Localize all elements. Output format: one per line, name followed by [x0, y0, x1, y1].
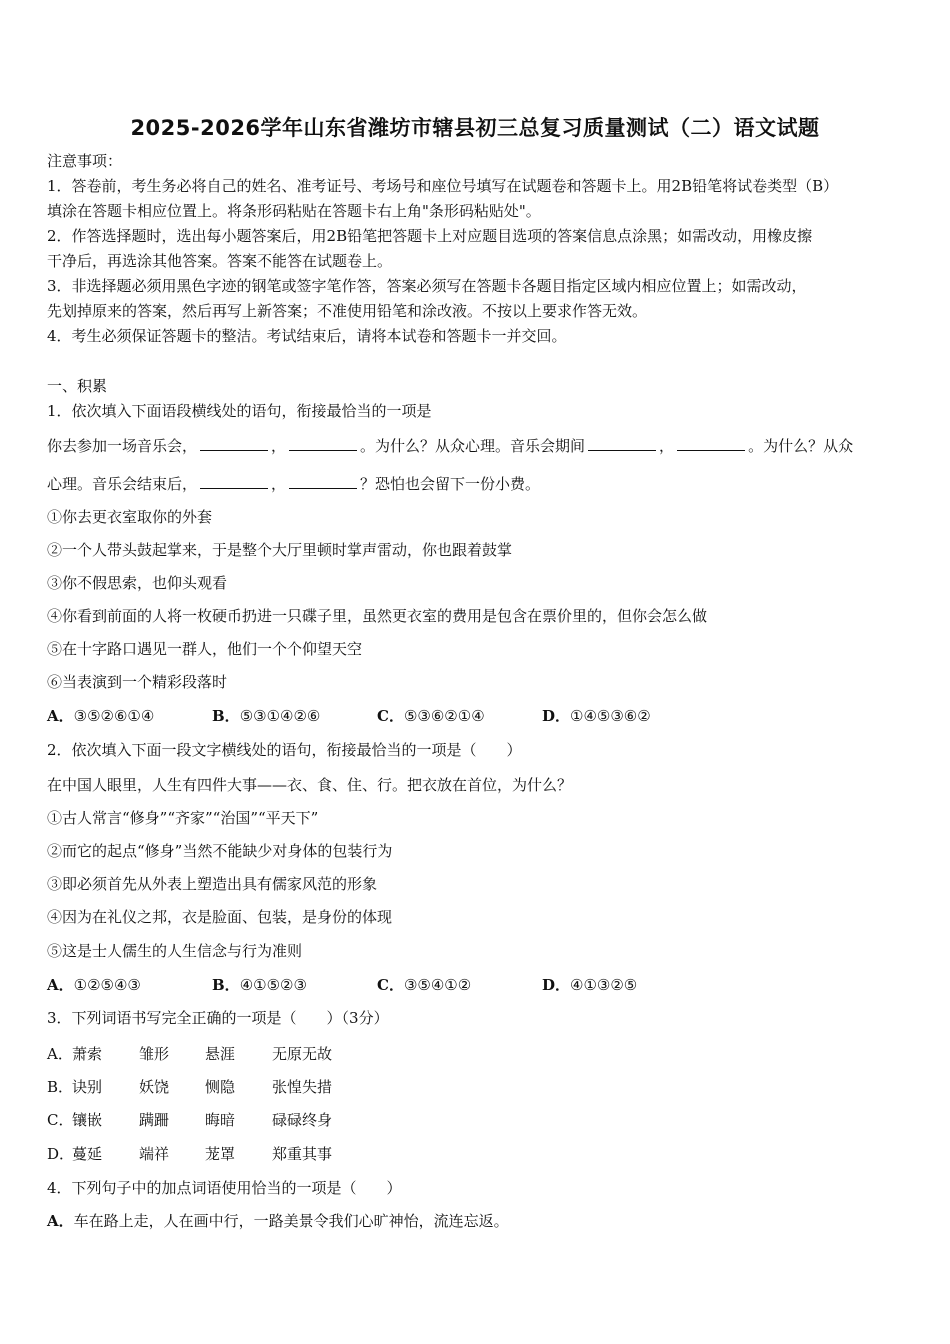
word: 诀别	[72, 1078, 103, 1096]
option-c[interactable]: C．③⑤④①②	[377, 976, 472, 994]
word: 恻隐	[205, 1078, 236, 1096]
q4-stem: 4．下列句子中的加点词语使用恰当的一项是（ ）	[47, 1179, 402, 1197]
word: 茏罩	[205, 1145, 236, 1163]
option-b[interactable]: B．④①⑤②③	[212, 976, 307, 994]
q2-item: ③即必须首先从外表上塑造出具有儒家风范的形象	[47, 875, 378, 893]
notes-line: 1．答卷前，考生务必将自己的姓名、准考证号、考场号和座位号填写在试题卷和答题卡上。用2B铅笔将试卷类型（B）	[47, 177, 839, 195]
q1-item: ⑤在十字路口遇见一群人，他们一个个仰望天空	[47, 640, 363, 658]
word: 无原无故	[272, 1045, 333, 1063]
option-b[interactable]: B．⑤③①④②⑥	[212, 707, 321, 725]
q1-paragraph-line-1: 你去参加一场音乐会， ， 。为什么？从众心理。音乐会期间 ， 。为什么？从众	[47, 437, 854, 455]
option-letter: B．	[47, 1078, 74, 1096]
notes-line: 3．非选择题必须用黑色字迹的钢笔或签字笔作答，答案必须写在答题卡各题目指定区域内相应位置上；如需改动，	[47, 277, 807, 295]
word: 妖饶	[139, 1078, 170, 1096]
fill-blank	[200, 436, 268, 451]
option-letter: A．	[47, 1212, 74, 1230]
q2-stem: 2．依次填入下面一段文字横线处的语句，衔接最恰当的一项是（ ）	[47, 741, 522, 759]
q2-item: ②而它的起点“修身”当然不能缺少对身体的包装行为	[47, 842, 393, 860]
q4-option-a[interactable]	[47, 1211, 509, 1231]
q1-stem: 1．依次填入下面语段横线处的语句，衔接最恰当的一项是	[47, 402, 432, 420]
q2-intro: 在中国人眼里，人生有四件大事——衣、食、住、行。把衣放在首位，为什么？	[47, 776, 573, 794]
notes-line: 填涂在答题卡相应位置上。将条形码粘贴在答题卡右上角"条形码粘贴处"。	[47, 202, 541, 220]
q2-item: ④因为在礼仪之邦，衣是脸面、包装，是身份的体现	[47, 908, 393, 926]
notes-line: 先划掉原来的答案，然后再写上新答案；不准使用铅笔和涂改液。不按以上要求作答无效。	[47, 302, 648, 320]
q3-stem: 3．下列词语书写完全正确的一项是（ ）（3分）	[47, 1009, 389, 1027]
option-text: 车在路上走，人在画中行，一路美景令我们心旷神怡，流连忘返。	[73, 1212, 509, 1230]
word: 晦暗	[205, 1111, 236, 1129]
q1-item: ①你去更衣室取你的外套	[47, 508, 213, 526]
page-title: 2025-2026学年山东省潍坊市辖县初三总复习质量测试（二）语文试题	[130, 116, 820, 140]
word: 端祥	[139, 1145, 170, 1163]
notes-line: 4．考生必须保证答题卡的整洁。考试结束后，请将本试卷和答题卡一并交回。	[47, 327, 567, 345]
option-letter: C．	[47, 1111, 74, 1129]
option-letter: D．	[47, 1145, 75, 1163]
option-a[interactable]: A．①②⑤④③	[47, 976, 141, 994]
q2-item: ①古人常言“修身”“齐家”“治国”“平天下”	[47, 809, 319, 827]
word: 萧索	[72, 1045, 103, 1063]
q1-item: ④你看到前面的人将一枚硬币扔进一只碟子里，虽然更衣室的费用是包含在票价里的，但你会怎么做	[47, 607, 708, 625]
option-d[interactable]: D．④①③②⑤	[542, 976, 638, 994]
word: 雏形	[139, 1045, 170, 1063]
notes-line: 干净后，再选涂其他答案。答案不能答在试题卷上。	[47, 252, 393, 270]
fill-blank	[677, 436, 745, 451]
word: 镶嵌	[72, 1111, 103, 1129]
option-c[interactable]: C．⑤③⑥②①④	[377, 707, 485, 725]
q1-item: ③你不假思索，也仰头观看	[47, 574, 228, 592]
word: 张惶失措	[272, 1078, 333, 1096]
option-d[interactable]: D．①④⑤③⑥②	[542, 707, 651, 725]
q1-item: ②一个人带头鼓起掌来，于是整个大厅里顿时掌声雷动，你也跟着鼓掌	[47, 541, 513, 559]
fill-blank	[200, 474, 268, 489]
word: 郑重其事	[272, 1145, 333, 1163]
section-heading: 一、积累	[47, 377, 108, 395]
notes-heading: 注意事项：	[47, 152, 123, 170]
word: 蹒跚	[139, 1111, 170, 1129]
fill-blank	[289, 436, 357, 451]
q1-item: ⑥当表演到一个精彩段落时	[47, 673, 228, 691]
q2-item: ⑤这是士人儒生的人生信念与行为准则	[47, 942, 303, 960]
fill-blank	[289, 474, 357, 489]
option-letter: A．	[47, 1045, 73, 1063]
option-a[interactable]: A．③⑤②⑥①④	[47, 707, 155, 725]
notes-line: 2．作答选择题时，选出每小题答案后，用2B铅笔把答题卡上对应题目选项的答案信息点涂黑；如需改动，用橡皮擦	[47, 227, 813, 245]
word: 碌碌终身	[272, 1111, 333, 1129]
q1-paragraph-line-2: 心理。音乐会结束后， ， ？恐怕也会留下一份小费。	[47, 475, 541, 493]
fill-blank	[588, 436, 656, 451]
word: 悬涯	[205, 1045, 236, 1063]
word: 蔓延	[72, 1145, 103, 1163]
